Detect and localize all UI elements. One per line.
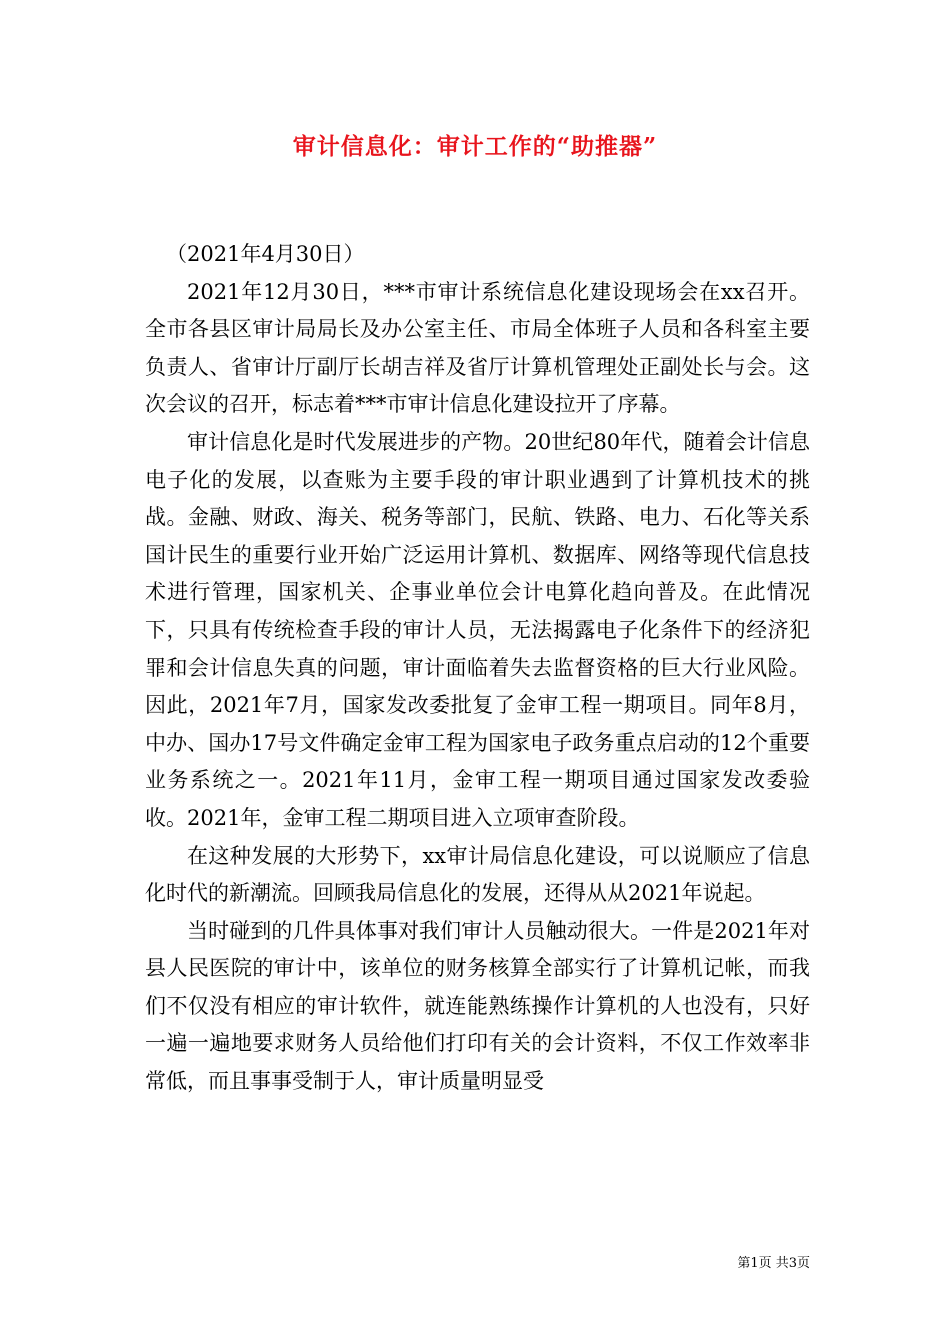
page-number: 第1页 共3页 bbox=[737, 1256, 810, 1271]
paragraph-3: 在这种发展的大形势下，xx审计局信息化建设，可以说顺应了信息化时代的新潮流。回顾我局信息化的发展，还得从从2021年说起。 bbox=[145, 843, 810, 906]
paragraph-1: 2021年12月30日，***市审计系统信息化建设现场会在xx召开。全市各县区审计局局长及办公室主任、市局全体班子人员和各科室主要负责人、省审计厅副厅长胡吉祥及省厅计算机管理处正副处长与会。这次会议的召开，标志着***市审计信息化建设拉开了序幕。 bbox=[145, 279, 810, 417]
document-title: 审计信息化：审计工作的“助推器” bbox=[292, 133, 658, 160]
date-line: （2021年4月30日） bbox=[166, 242, 365, 266]
paragraph-2: 审计信息化是时代发展进步的产物。20世纪80年代，随着会计信息电子化的发展，以查账为主要手段的审计职业遇到了计算机技术的挑战。金融、财政、海关、税务等部门，民航、铁路、电力、石化等关系国计民生的重要行业开始广泛运用计算机、数据库、网络等现代信息技术进行管理，国家机关、企事业单位会计电算化趋向普及。在此情况下，只具有传统检查手段的审计人员，无法揭露电子化条件下的经济犯罪和会计信息失真的问题，审计面临着失去监督资格的巨大行业风险。因此，2021年7月，国家发改委批复了金审工程一期项目。同年8月，中办、国办17号文件确定金审工程为国家电子政务重点启动的12个重要业务系统之一。2021年11月，金审工程一期项目通过国家发改委验收。2021年，金审工程二期项目进入立项审查阶段。 bbox=[145, 429, 810, 830]
paragraph-4: 当时碰到的几件具体事对我们审计人员触动很大。一件是2021年对县人民医院的审计中，该单位的财务核算全部实行了计算机记帐，而我们不仅没有相应的审计软件，就连能熟练操作计算机的人也没有，只好一遍一遍地要求财务人员给他们打印有关的会计资料，不仅工作效率非常低，而且事事受制于人，审计质量明显受 bbox=[145, 918, 810, 1094]
document-body bbox=[145, 236, 810, 1101]
